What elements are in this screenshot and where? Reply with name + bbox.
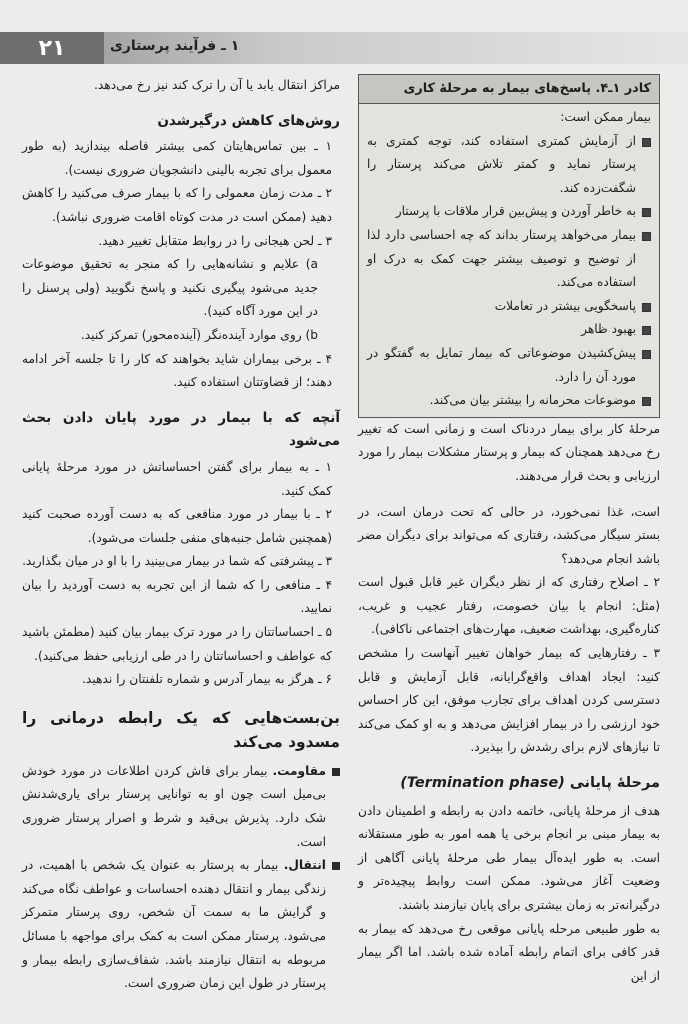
square-bullet-icon [642, 326, 651, 335]
continuation-paragraph: است، غذا نمی‌خورد، در حالی که تحت درمان است، در بستر سیگار می‌کشد، رفتاری که می‌تواند برای دیگران مضر باشد انجام می‌دهد؟ [358, 504, 660, 566]
box-intro: بیمار ممکن است: [560, 110, 651, 124]
left-intro: مراکز انتقال یابد یا آن را ترک کند نیز رخ می‌دهد. [94, 78, 340, 92]
square-bullet-icon [332, 768, 340, 776]
square-bullet-icon [642, 232, 651, 241]
list-item: ۶ ـ هرگز به بیمار آدرس و شماره تلفنتان را ندهید. [82, 672, 332, 687]
list-item: ۲ ـ مدت زمان معمولی را که با بیمار صرف می‌کنید را کاهش دهید (ممکن است در مدت کوتاه اقامت ضروری نباشد). [22, 186, 332, 224]
box-item: بهبود ظاهر [367, 318, 651, 342]
box-item: بیمار می‌خواهد پرستار بداند که چه احساسی دارد لذا از توضیح و توصیف بیشتر جهت کمک به درک او استفاده می‌کند. [367, 224, 651, 295]
box-item: پیش‌کشیدن موضوعاتی که بیمار تمایل به گفتگو در مورد آن را دارد. [367, 342, 651, 389]
box-item: پاسخگویی بیشتر در تعاملات [367, 295, 651, 319]
sub-list-item: a) علایم و نشانه‌هایی را که منجر به تحقیق موضوعات جدید می‌شود پیگیری نکنید و پاسخ نگویید (ولی پرسنل را در این مورد آگاه کنید). [22, 257, 318, 319]
termination-paragraph-2: به طور طبیعی مرحله پایانی موقعی رخ می‌دهد که بیمار به قدر کافی برای اتمام رابطه آماده شده باشد. اما اگر بیمار از این [358, 921, 660, 983]
square-bullet-icon [642, 397, 651, 406]
list-item: ۵ ـ احساساتتان را در مورد ترک بیمار بیان کنید (مطمئن باشید که عواطف و احساساتتان را در طی ارزیابی حفظ می‌کنید). [22, 625, 332, 663]
list-item: ۱ ـ به بیمار برای گفتن احساساتش در مورد مرحلهٔ پایانی کمک کنید. [22, 459, 332, 498]
list-item: ۲ ـ با بیمار در مورد منافعی که به دست آورده صحبت کنید (همچنین شامل جنبه‌های منفی جلسات می‌شود). [22, 507, 332, 545]
resistance-text: بیمار برای فاش کردن اطلاعات در مورد خودش بی‌میل است چون او به توانایی پرستار برای یاری‌شدنش شک دارد. پذیرش بی‌قید و شرط و اصرار پرستار ضروری است. [22, 763, 326, 849]
resistance-paragraph [22, 760, 340, 854]
square-bullet-icon [332, 862, 340, 870]
termination-discussion-title: آنچه که با بیمار در مورد پایان دادن بحث می‌شود [22, 409, 340, 450]
resistance-label: مقاومت. [272, 763, 326, 778]
transference-paragraph [22, 854, 340, 996]
list-item: ۳ ـ لحن هیجانی را در روابط متقابل تغییر دهید. [98, 233, 332, 248]
box-body [359, 104, 659, 417]
transference-text: بیمار به پرستار به عنوان یک شخص با اهمیت، در زندگی بیمار و انتقال دهنده احساسات و عواطف نگاه می‌کند و گرایش ما به سمت آن شخص، روی پرستار متمرکز می‌شود. پرستار ممکن است به کمک برای مواجهه با مسائل مربوطه به انتقال نیازمند باشد. شفاف‌سازی رابطه بیمار و پرستار در طول این زمان ضروری است. [22, 858, 326, 991]
list-item: ۴ ـ منافعی را که شما از این تجربه به دست آوردید را بیان نمایید. [22, 577, 332, 616]
termination-phase-title [358, 772, 660, 796]
list-item: ۳ ـ رفتارهایی که بیمار خواهان تغییر آنهاست را مشخص کنید: ایجاد اهداف واقع‌گرایانه، قابل آزمایش و قابل دسترسی کردن اهداف برای تجارب موفق، این کار احساس خود ارزشی را در بیمار افزایش می‌دهد و به او کمک می‌کند تا نیازهای لازم برای رشدش را بپذیرد. [358, 646, 660, 755]
box-item: به خاطر آوردن و پیش‌بین قرار ملاقات با پرستار [367, 200, 651, 224]
left-column [22, 74, 340, 996]
list-item: ۱ ـ بین تماس‌هایتان کمی بیشتر فاصله بیندازید (به طور معمول برای تجربه بالینی دانشجویان ضروری نیست). [22, 139, 332, 177]
square-bullet-icon [642, 350, 651, 359]
box-item: از آزمایش کمتری استفاده کند، توجه کمتری به پرستار نماید و کمتر تلاش می‌کند پرستار را شگفت‌زده کند. [367, 130, 651, 201]
box-4-1 [358, 74, 660, 418]
reduce-involvement-title: روش‌های کاهش درگیرشدن [157, 112, 340, 129]
square-bullet-icon [642, 208, 651, 217]
chapter-title: ۱ ـ فرآیند پرستاری [110, 38, 240, 54]
termination-title-en: (Termination phase) [400, 775, 565, 792]
termination-paragraph: هدف از مرحلهٔ پایانی، خاتمه دادن به رابطه و اطمینان دادن به بیمار مبنی بر انجام برخی یا همه امور به طور مستقلانه است. به طور ایده‌آل بیمار طی مرحلهٔ پایانی آگاهی از وضعیت آغاز می‌شود. ممکن است روابط پیچیده‌تر و درگیرانه‌تر به زمان بیشتری برای پایان نیازمند باشند. [358, 803, 660, 912]
list-item: ۲ ـ اصلاح رفتاری که از نظر دیگران غیر قابل قبول است (مثل: انجام یا بیان خصومت، رفتار عجیب و غریب، کناره‌گیری، بهداشت ضعیف، مهارت‌های اجتماعی ناکافی). [358, 575, 660, 637]
page-number: ۲۱ [0, 32, 104, 64]
termination-title-fa: مرحلهٔ پایانی [569, 775, 660, 792]
impasse-title: بن‌بست‌هایی که یک رابطه درمانی را مسدود می‌کند [22, 708, 340, 751]
square-bullet-icon [642, 138, 651, 147]
list-item: ۴ ـ برخی بیماران شاید بخواهند که کار را تا جلسه آخر ادامه دهند؛ از قضاوتتان استفاده کنید. [22, 351, 332, 390]
list-item: ۳ ـ پیشرفتی که شما در بیمار می‌بینید را با او در میان بگذارید. [22, 554, 332, 569]
square-bullet-icon [642, 303, 651, 312]
working-phase-paragraph: مرحلهٔ کار برای بیمار دردناک است و زمانی است که تغییر رخ می‌دهد همچنان که بیمار و پرستار مشکلات بیمار را مورد ارزیابی و بحث قرار می‌دهند. [358, 421, 660, 483]
box-item: موضوعات محرمانه را بیشتر بیان می‌کند. [367, 389, 651, 413]
transference-label: انتقال. [283, 858, 326, 873]
sub-list-item: b) روی موارد آینده‌نگر (آینده‌محور) تمرکز کنید. [80, 327, 318, 342]
box-title: کادر ۱ـ۴. پاسخ‌های بیمار به مرحلهٔ کاری [359, 75, 659, 104]
right-column [358, 74, 660, 988]
